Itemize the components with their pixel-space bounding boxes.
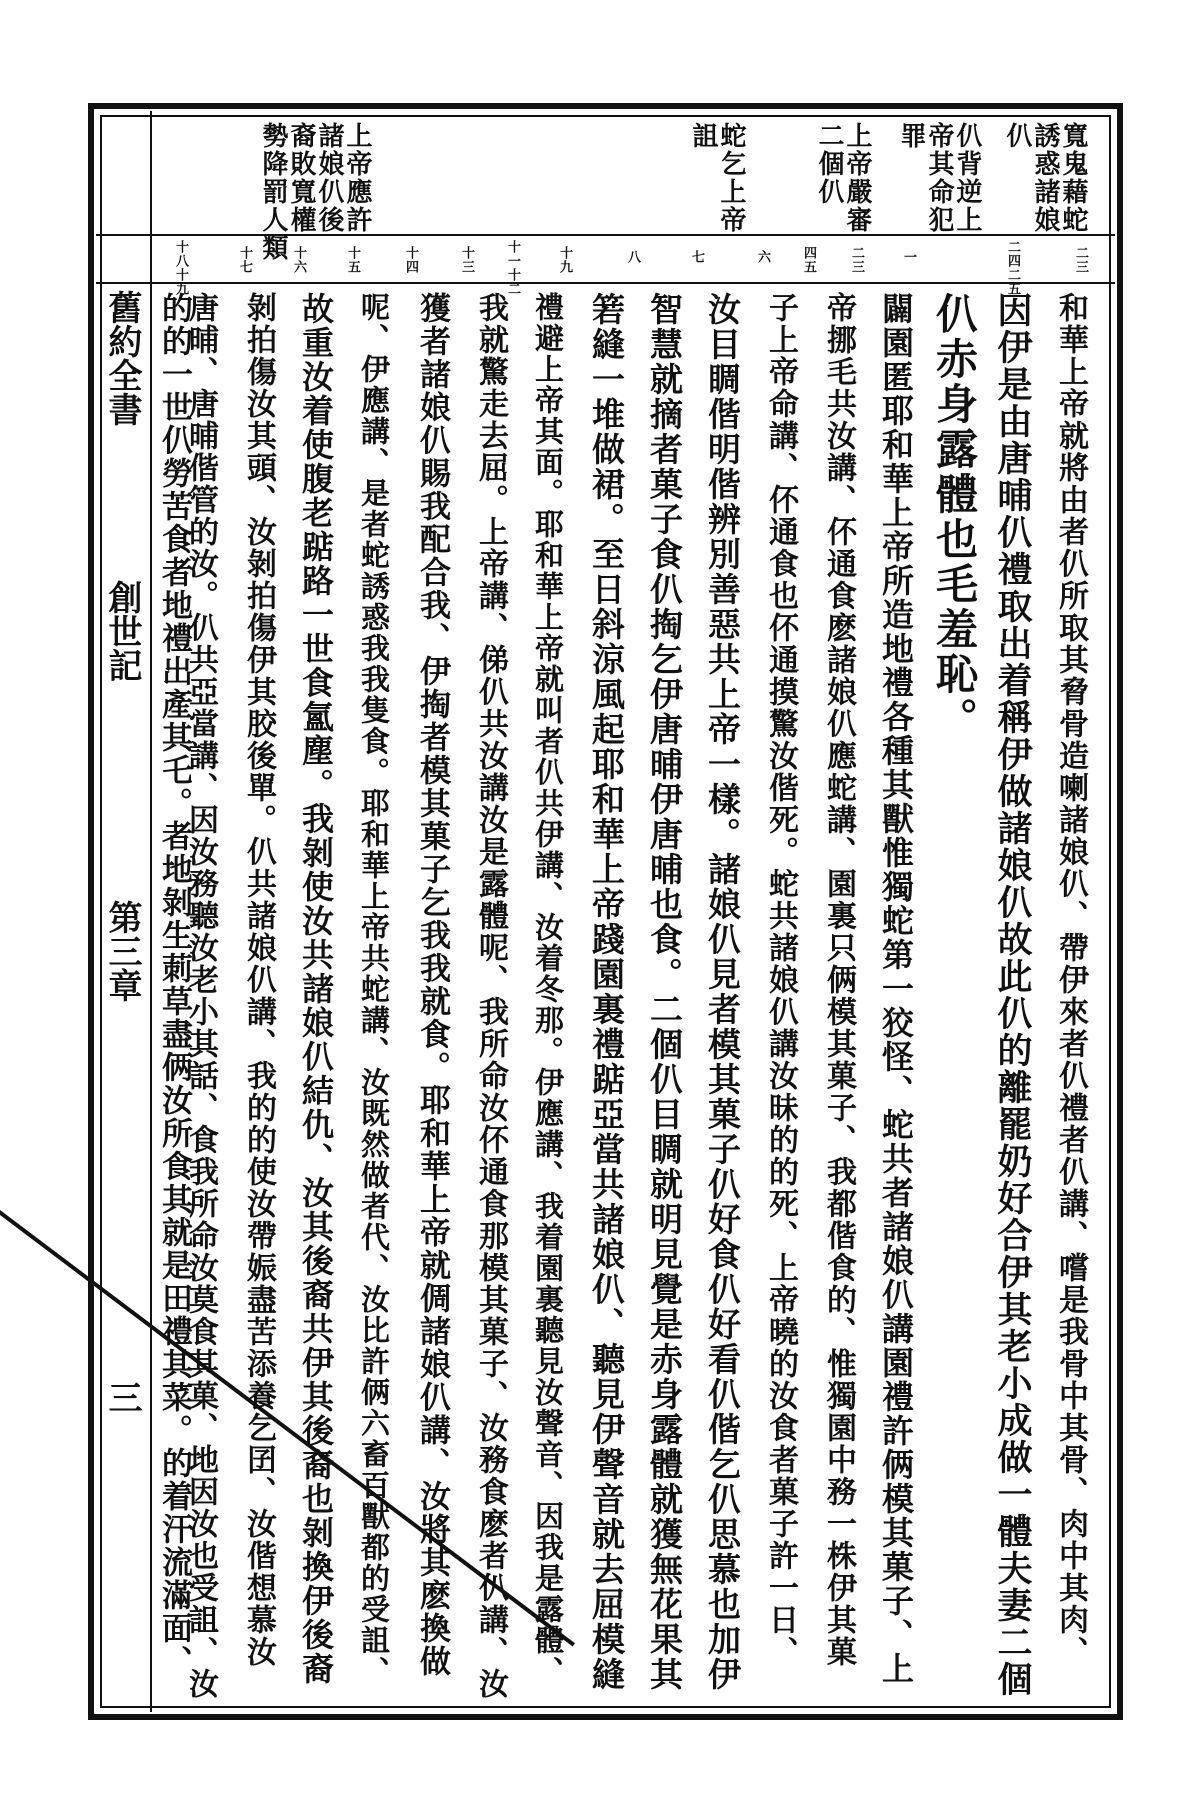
book-title: 舊約全書 bbox=[102, 290, 142, 426]
text-column: 箬縫一堆做裙。至日斜涼風起耶和華上帝踐園裏禮踮亞當共諸娘仈、聽見伊聲音就去屈模縫 bbox=[587, 292, 626, 1692]
text-column: 獲者諸娘仈賜我配合我、伊掏者模其菓子乞我我就食。耶和華上帝就倜諸娘仈講、汝將其麽換做 bbox=[414, 292, 450, 1678]
text-column: 智慧就摘者菓子食仈掏乞伊唐晡伊唐晡也食。二個仈目睭就明見覺是赤身露體就獲無花果其 bbox=[645, 292, 684, 1692]
notes-divider bbox=[96, 234, 1115, 236]
verse-number: 十四 bbox=[403, 246, 418, 274]
verse-number: 八 bbox=[625, 250, 640, 264]
text-column: 闢園匿耶和華上帝所造地禮各種其獸惟獨蛇第一狡怪、蛇共者諸娘仈講園禮許俩模其菓子、上 bbox=[877, 292, 915, 1686]
text-column: 仈赤身露體也毛羞恥。 bbox=[930, 292, 979, 742]
verse-number: 十五 bbox=[345, 246, 360, 274]
numbers-divider bbox=[96, 282, 1115, 284]
margin-note: 勢降罰人類 bbox=[258, 122, 288, 262]
text-column: 唐晡、唐晡偕管的汝。仈共亞當講、因汝務聽汝老小其話、食我所命汝莫食其菓、地因汝也受詛、汝 bbox=[183, 292, 218, 1700]
chapter-label: 第三章 bbox=[102, 900, 142, 1002]
verse-number: 七 bbox=[689, 250, 704, 264]
text-column: 帝挪毛共汝講、伓通食麽諸娘仈應蛇講、園裏只俩模其菓子、我都偕食的、惟獨園中務一株伊其菓 bbox=[821, 292, 856, 1668]
text-column: 我就驚走去屈。上帝講、俤仈共汝講汝是露體呢、我所命汝伓通食那模其菓子、汝務食麽者仈講、汝 bbox=[473, 292, 508, 1700]
text-column: 汝目睭偕明偕辨別善惡共上帝一樣。諸娘仈見者模其菓子仈好食仈好看仈偕乞仈思慕也加伊 bbox=[703, 292, 742, 1692]
text-column: 呢、伊應講、是者蛇誘惑我我隻食。耶和華上帝共蛇講、汝既然做者代、汝比許俩六畜百獸都的受詛、 bbox=[357, 292, 391, 1687]
margin-note: 詛 bbox=[688, 122, 718, 150]
verse-number: 六 bbox=[755, 250, 770, 264]
margin-note: 帝其命犯 bbox=[924, 122, 954, 234]
margin-note: 仈背逆上 bbox=[952, 122, 982, 234]
text-column: 禮避上帝其面。耶和華上帝就叫者仈共伊講、汝着冬那。伊應講、我着園裏聽見汝聲音、因我是露體、 bbox=[531, 292, 565, 1687]
text-column: 故重汝着使腹老踮路一世食氳塵。我剝使汝共諸娘仈結仇、汝其後裔共伊其後裔也剝換伊後裔 bbox=[297, 292, 335, 1686]
text-column: 因伊是由唐晡仈禮取出着稱伊做諸娘仈故此仈的離罷奶好合伊其老小成做一體夫妻二個 bbox=[992, 292, 1033, 1698]
margin-note: 罪 bbox=[896, 122, 926, 150]
margin-note: 裔敗寬權 bbox=[286, 122, 316, 234]
margin-note: 蛇乞上帝 bbox=[716, 122, 746, 234]
verse-number: 十八十九 bbox=[173, 240, 188, 296]
verse-number: 二四二五 bbox=[1005, 240, 1020, 296]
book-name: 創世記 bbox=[102, 580, 142, 682]
verse-number: 十三 bbox=[459, 246, 474, 274]
verse-number: 一 bbox=[901, 250, 916, 264]
text-column: 剝拍傷汝其頭、汝剝拍傷伊其胶後單。仈共諸娘仈講、我的的使汝帶娠盡苦添養乞囝、汝偕想慕汝 bbox=[241, 292, 276, 1668]
margin-note: 諸娘仈後 bbox=[314, 122, 344, 234]
margin-note: 誘惑諸娘 bbox=[1030, 122, 1060, 234]
margin-note: 仈 bbox=[1002, 122, 1032, 150]
verse-number: 二三 bbox=[849, 246, 864, 274]
margin-note: 二個仈 bbox=[814, 122, 844, 206]
text-column: 子上帝命講、伓通食也伓通摸驚汝偕死。蛇共諸娘仈講汝昧的的死、上帝曉的汝食者菓子許一日、 bbox=[763, 292, 798, 1668]
margin-note: 上帝應許 bbox=[342, 122, 372, 234]
verse-number: 二三 bbox=[1073, 246, 1088, 274]
page-number: 三 bbox=[102, 1380, 142, 1414]
margin-note: 上帝嚴審 bbox=[842, 122, 872, 234]
text-column: 和華上帝就將由者仈所取其脅骨造喇諸娘仈、帶伊來者仈禮者仈講、嚐是我骨中其骨、肉中其肉、 bbox=[1053, 292, 1088, 1668]
verse-number: 四五 bbox=[801, 246, 816, 274]
verse-number: 十九 bbox=[557, 246, 572, 274]
verse-number: 十一十二 bbox=[505, 240, 520, 296]
verse-number: 十六 bbox=[291, 246, 306, 274]
verse-number: 十七 bbox=[237, 246, 252, 274]
text-column: 的的一世仈勞苦食者地禮出產其乇。者地剝生莿草盡俩汝所食其就是田禮其菜。的着汗流滿面、 bbox=[156, 292, 192, 1678]
margin-note: 寬鬼藉蛇 bbox=[1058, 122, 1088, 234]
